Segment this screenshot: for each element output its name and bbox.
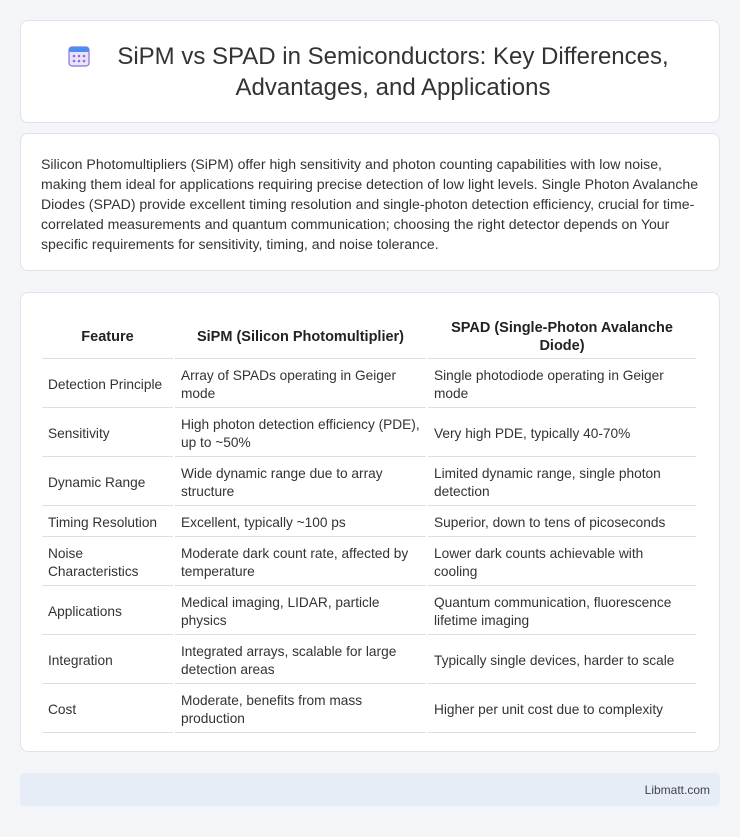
spad-cell: Very high PDE, typically 40-70% <box>428 410 696 457</box>
table-row <box>42 637 696 684</box>
summary-card <box>20 133 720 271</box>
table-header-row <box>42 315 696 359</box>
table-row <box>42 588 696 635</box>
sipm-cell: Wide dynamic range due to array structure <box>175 459 426 506</box>
table-row <box>42 361 696 408</box>
feature-cell: Noise Characteristics <box>42 539 173 586</box>
header-spad: SPAD (Single-Photon Avalanche Diode) <box>428 315 696 359</box>
sipm-cell: Array of SPADs operating in Geiger mode <box>175 361 426 408</box>
page-title: SiPM vs SPAD in Semiconductors: Key Differences, Advantages, and Applications <box>117 42 669 101</box>
feature-cell: Cost <box>42 686 173 733</box>
table-row <box>42 686 696 733</box>
calendar-grid-icon <box>67 44 91 68</box>
comparison-table <box>40 313 698 735</box>
spad-cell: Limited dynamic range, single photon detection <box>428 459 696 506</box>
table-row <box>42 508 696 537</box>
spad-cell: Lower dark counts achievable with cooling <box>428 539 696 586</box>
title-wrap <box>67 41 673 103</box>
sipm-cell: Moderate dark count rate, affected by temperature <box>175 539 426 586</box>
comparison-table-card <box>20 292 720 752</box>
feature-cell: Dynamic Range <box>42 459 173 506</box>
feature-cell: Detection Principle <box>42 361 173 408</box>
spad-cell: Single photodiode operating in Geiger mode <box>428 361 696 408</box>
feature-cell: Sensitivity <box>42 410 173 457</box>
title-card <box>20 20 720 123</box>
header-feature: Feature <box>42 315 173 359</box>
footer <box>20 773 720 806</box>
spad-cell: Higher per unit cost due to complexity <box>428 686 696 733</box>
sipm-cell: Integrated arrays, scalable for large detection areas <box>175 637 426 684</box>
spad-cell: Typically single devices, harder to scale <box>428 637 696 684</box>
feature-cell: Integration <box>42 637 173 684</box>
table-row <box>42 410 696 457</box>
footer-site-link[interactable]: Libmatt.com <box>644 782 710 797</box>
summary-text: Silicon Photomultipliers (SiPM) offer high sensitivity and photon counting capabilities with low noise, making them ideal for applications requiring precise detection of low light levels. Single Photon Avalanche Diodes (SPAD) provide excellent timing resolution and single-photon detection efficiency, crucial for time-correlated measurements and quantum communication; choosing the right detector depends on Your specific requirements for sensitivity, timing, and noise tolerance. <box>41 156 699 252</box>
spad-cell: Superior, down to tens of picoseconds <box>428 508 696 537</box>
feature-cell: Applications <box>42 588 173 635</box>
table-row <box>42 539 696 586</box>
table-row <box>42 459 696 506</box>
sipm-cell: Excellent, typically ~100 ps <box>175 508 426 537</box>
sipm-cell: Medical imaging, LIDAR, particle physics <box>175 588 426 635</box>
sipm-cell: Moderate, benefits from mass production <box>175 686 426 733</box>
sipm-cell: High photon detection efficiency (PDE), up to ~50% <box>175 410 426 457</box>
header-sipm: SiPM (Silicon Photomultiplier) <box>175 315 426 359</box>
feature-cell: Timing Resolution <box>42 508 173 537</box>
spad-cell: Quantum communication, fluorescence lifetime imaging <box>428 588 696 635</box>
